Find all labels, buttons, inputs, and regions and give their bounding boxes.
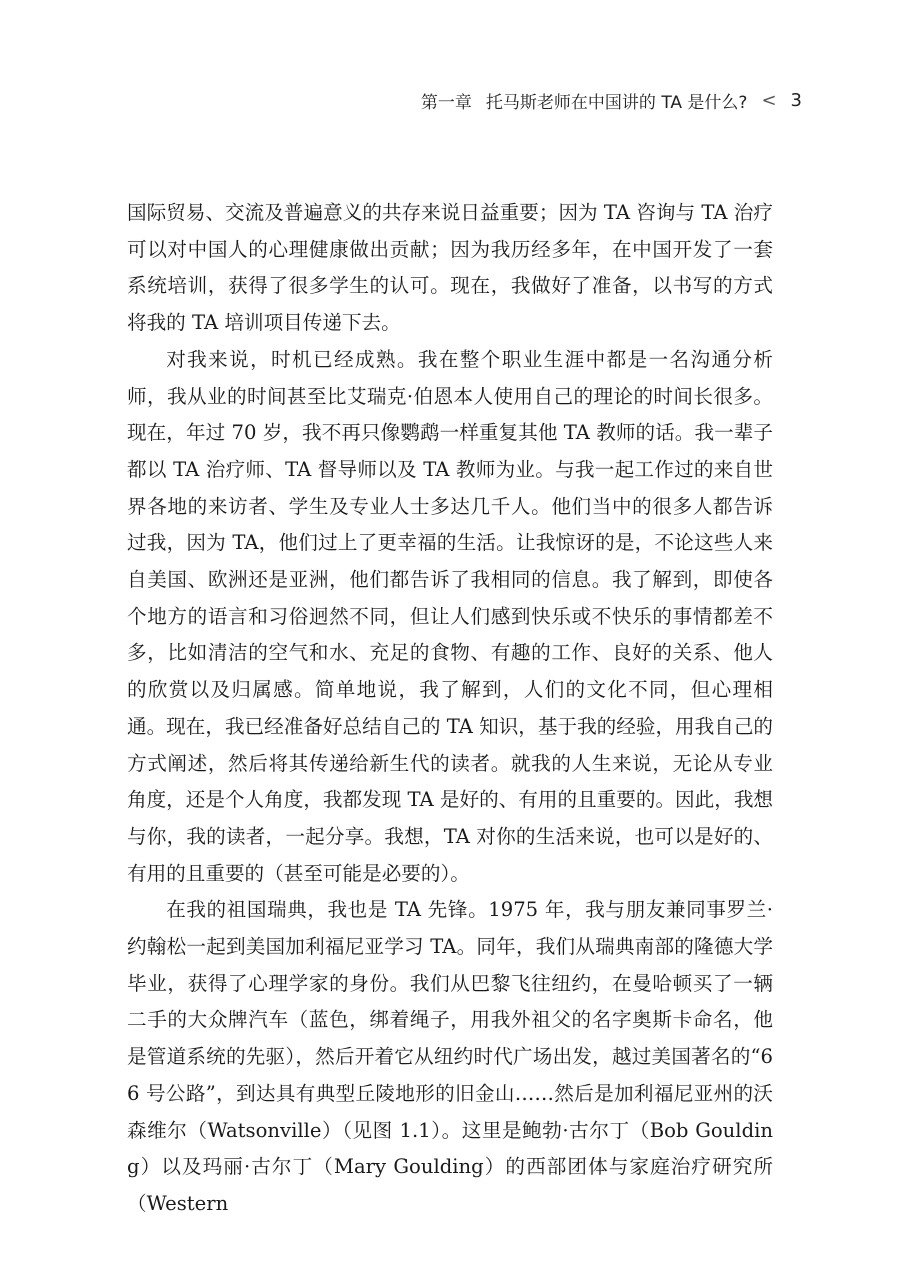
paragraph: 在我的祖国瑞典，我也是 TA 先锋。1975 年，我与朋友兼同事罗兰·约翰松一起到美国加利福尼亚学习 TA。同年，我们从瑞典南部的隆德大学毕业，获得了心理学家的身份。我们从巴黎飞往纽约，在曼哈顿买了一辆二手的大众牌汽车（蓝色，绑着绳子，用我外祖父的名字奥斯卡命名，他是管道系统的先驱），然后开着它从纽约时代广场出发，越过美国著名的“66 号公路”，到达具有典型丘陵地形的旧金山……然后是加利福尼亚州的沃森维尔（Watsonville）（见图 1.1）。这里是鲍勃·古尔丁（Bob Goulding）以及玛丽·古尔丁（Mary Goulding）的西部团体与家庭治疗研究所（Western [127,898,773,1215]
chapter-label: 第一章 [420,92,472,113]
chevron-left-icon: < [761,89,777,111]
paragraph: 对我来说，时机已经成熟。我在整个职业生涯中都是一名沟通分析师，我从业的时间甚至比艾瑞克·伯恩本人使用自己的理论的时间长很多。现在，年过 70 岁，我不再只像鹦鹉一样重复其他 TA 教师的话。我一辈子都以 TA 治疗师、TA 督导师以及 TA 教师为业。与我一起工作过的来自世界各地的来访者、学生及专业人士多达几千人。他们当中的很多人都告诉过我，因为 TA，他们过上了更幸福的生活。让我惊讶的是，不论这些人来自美国、欧洲还是亚洲，他们都告诉了我相同的信息。我了解到，即使各个地方的语言和习俗迥然不同，但让人们感到快乐或不快乐的事情都差不多，比如清洁的空气和水、充足的食物、有趣的工作、良好的关系、他人的欣赏以及归属感。简单地说，我了解到，人们的文化不同，但心理相通。现在，我已经准备好总结自己的 TA 知识，基于我的经验，用我自己的方式阐述，然后将其传递给新生代的读者。就我的人生来说，无论从专业角度，还是个人角度，我都发现 TA 是好的、有用的且重要的。因此，我想与你，我的读者，一起分享。我想，TA 对你的生活来说，也可以是好的、有用的且重要的（甚至可能是必要的）。 [127,347,774,885]
page-number: 3 [790,89,802,111]
paragraph-continued: 国际贸易、交流及普遍意义的共存来说日益重要；因为 TA 咨询与 TA 治疗可以对中国人的心理健康做出贡献；因为我历经多年，在中国开发了一套系统培训，获得了很多学生的认可。现在，我做好了准备，以书写的方式将我的 TA 培训项目传递下去。 [127,201,773,335]
chapter-title: 托马斯老师在中国讲的 TA 是什么? [485,92,748,113]
body-text [127,195,773,1223]
running-header [420,86,802,114]
